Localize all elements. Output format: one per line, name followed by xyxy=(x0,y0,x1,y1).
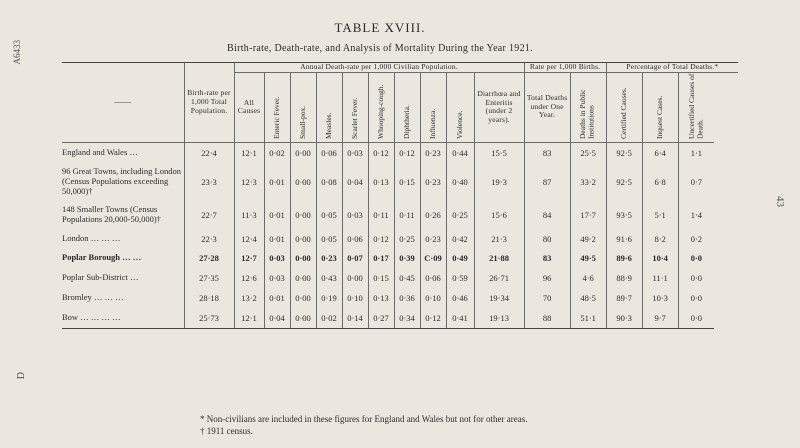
table-cell: 0·03 xyxy=(342,142,368,164)
diphtheria-header: Diphtheria. xyxy=(401,104,411,139)
table-cell: 0·15 xyxy=(368,268,394,288)
table-cell: 0·01 xyxy=(264,230,290,248)
table-cell: 15·6 xyxy=(474,200,524,230)
table-cell: 0·00 xyxy=(342,268,368,288)
table-cell: 23·3 xyxy=(184,164,234,200)
certified-header: Certified Causes. xyxy=(618,87,628,139)
table-cell: 0·0 xyxy=(678,288,714,308)
table-cell: 0·01 xyxy=(264,200,290,230)
row-label: England and Wales … xyxy=(62,147,138,158)
table-cell: 0·59 xyxy=(446,268,474,288)
table-cell: 0·17 xyxy=(368,248,394,268)
table-row xyxy=(62,142,738,164)
uncertified-header: Uncertified Causes of Death. xyxy=(686,73,705,139)
table-cell: 90·3 xyxy=(606,308,642,328)
table-cell: 12·6 xyxy=(234,268,264,288)
table-cell: 28·18 xyxy=(184,288,234,308)
table-cell: C·09 xyxy=(420,248,446,268)
table-cell: 0·0 xyxy=(678,308,714,328)
all-causes-header: All Causes xyxy=(234,72,264,142)
table-cell: 0·19 xyxy=(316,288,342,308)
table-cell: 0·05 xyxy=(316,200,342,230)
table-cell: 22·7 xyxy=(184,200,234,230)
table-cell: 0·23 xyxy=(420,230,446,248)
corner-header: —— xyxy=(62,63,184,143)
enteric-header: Enteric Fever. xyxy=(271,96,281,139)
table-cell: 51·1 xyxy=(570,308,606,328)
footnote-census: † 1911 census. xyxy=(200,426,253,436)
table-cell: 80 xyxy=(524,230,570,248)
table-cell: 19·13 xyxy=(474,308,524,328)
table-cell: 11·1 xyxy=(642,268,678,288)
table-cell: 21·3 xyxy=(474,230,524,248)
influenza-header: Influenza. xyxy=(427,108,437,139)
table-row xyxy=(62,230,738,248)
table-cell: 0·23 xyxy=(420,164,446,200)
table-row xyxy=(62,308,738,328)
table-cell: 89·6 xyxy=(606,248,642,268)
table-cell: 10·3 xyxy=(642,288,678,308)
percentage-header: Percentage of Total Deaths.* xyxy=(606,63,738,73)
table-cell: 0·15 xyxy=(394,164,420,200)
table-cell: 9·7 xyxy=(642,308,678,328)
table-cell: 91·6 xyxy=(606,230,642,248)
table-cell: 89·7 xyxy=(606,288,642,308)
table-cell: 0·41 xyxy=(446,308,474,328)
public-institutions-header: Deaths in Public Institutions xyxy=(578,89,597,139)
mortality-table xyxy=(62,62,738,329)
table-cell: 8·2 xyxy=(642,230,678,248)
table-row xyxy=(62,164,738,200)
table-cell: 0·2 xyxy=(678,230,714,248)
table-cell: 0·06 xyxy=(316,142,342,164)
table-cell: 0·42 xyxy=(446,230,474,248)
page-ref: A6433 xyxy=(12,40,22,65)
page-number: 43 xyxy=(774,196,786,207)
table-cell: 0·02 xyxy=(316,308,342,328)
table-cell: 0·40 xyxy=(446,164,474,200)
table-cell: 0·0 xyxy=(678,268,714,288)
table-cell: 0·39 xyxy=(394,248,420,268)
table-row xyxy=(62,268,738,288)
table-cell: 0·01 xyxy=(264,164,290,200)
whooping-header: Whooping-cough. xyxy=(375,84,385,139)
total-deaths-header: Total Deaths under One Year. xyxy=(524,72,570,142)
row-label: Bromley … … … xyxy=(62,292,124,303)
table-cell: 0·00 xyxy=(290,164,316,200)
table-cell: 21·88 xyxy=(474,248,524,268)
inquest-header: Inquest Cases. xyxy=(654,95,664,139)
table-cell: 19·34 xyxy=(474,288,524,308)
row-label: Poplar Sub-District … xyxy=(62,272,139,283)
table-cell: 22·3 xyxy=(184,230,234,248)
table-cell: 6·4 xyxy=(642,142,678,164)
table-cell: 11·3 xyxy=(234,200,264,230)
table-cell: 0·43 xyxy=(316,268,342,288)
table-cell: 92·5 xyxy=(606,142,642,164)
table-cell: 83 xyxy=(524,142,570,164)
table-cell: 0·25 xyxy=(446,200,474,230)
table-cell: 92·5 xyxy=(606,164,642,200)
table-cell: 96 xyxy=(524,268,570,288)
table-cell: 0·00 xyxy=(290,142,316,164)
table-cell: 13·2 xyxy=(234,288,264,308)
table-cell: 87 xyxy=(524,164,570,200)
table-cell: 0·13 xyxy=(368,164,394,200)
table-cell: 12·1 xyxy=(234,308,264,328)
table-cell: 0·23 xyxy=(420,142,446,164)
table-cell: 0·49 xyxy=(446,248,474,268)
table-cell: 0·45 xyxy=(394,268,420,288)
table-cell: 0·04 xyxy=(342,164,368,200)
table-cell: 0·0 xyxy=(678,248,714,268)
violence-header: Violence. xyxy=(454,110,464,139)
rate-per-births-header: Rate per 1,000 Births. xyxy=(524,63,606,73)
table-cell: 0·36 xyxy=(394,288,420,308)
table-cell: 0·25 xyxy=(394,230,420,248)
diarrhoea-header: Diarrhœa and Enteritis (under 2 years). xyxy=(474,72,524,142)
table-cell: 12·3 xyxy=(234,164,264,200)
table-cell: 0·46 xyxy=(446,288,474,308)
table-cell: 0·12 xyxy=(394,142,420,164)
table-cell: 0·11 xyxy=(394,200,420,230)
table-cell: 88·9 xyxy=(606,268,642,288)
table-cell: 0·02 xyxy=(264,142,290,164)
birth-rate-header: Birth-rate per 1,000 Total Population. xyxy=(184,63,234,143)
table-cell: 0·00 xyxy=(290,248,316,268)
table-cell: 49·5 xyxy=(570,248,606,268)
scarlet-header: Scarlet Fever. xyxy=(349,97,359,139)
table-cell: 10·4 xyxy=(642,248,678,268)
table-cell: 25·5 xyxy=(570,142,606,164)
table-cell: 0·14 xyxy=(342,308,368,328)
table-title: TABLE XVIII. xyxy=(334,20,426,35)
table-cell: 0·7 xyxy=(678,164,714,200)
table-cell: 0·03 xyxy=(264,248,290,268)
table-cell: 48·5 xyxy=(570,288,606,308)
table-cell: 15·5 xyxy=(474,142,524,164)
table-cell: 0·00 xyxy=(290,268,316,288)
table-cell: 0·12 xyxy=(368,230,394,248)
footnote-non-civilians: * Non-civilians are included in these figures for England and Wales but not for other areas. xyxy=(200,414,528,424)
table-cell: 5·1 xyxy=(642,200,678,230)
signature-mark: D xyxy=(16,372,27,380)
table-cell: 0·06 xyxy=(420,268,446,288)
table-cell: 12·1 xyxy=(234,142,264,164)
table-cell: 0·05 xyxy=(316,230,342,248)
table-cell: 6·8 xyxy=(642,164,678,200)
table-row xyxy=(62,288,738,308)
table-cell: 70 xyxy=(524,288,570,308)
table-cell: 0·11 xyxy=(368,200,394,230)
row-label: 96 Great Towns, including London (Census Populations exceeding 50,000)† xyxy=(62,166,181,196)
table-cell: 25·73 xyxy=(184,308,234,328)
table-cell: 27·35 xyxy=(184,268,234,288)
table-cell: 0·04 xyxy=(264,308,290,328)
table-cell: 0·27 xyxy=(368,308,394,328)
table-cell: 0·06 xyxy=(342,230,368,248)
table-cell: 0·12 xyxy=(368,142,394,164)
table-cell: 0·03 xyxy=(264,268,290,288)
table-cell: 84 xyxy=(524,200,570,230)
table-cell: 0·10 xyxy=(420,288,446,308)
table-cell: 0·00 xyxy=(290,288,316,308)
table-cell: 0·01 xyxy=(264,288,290,308)
table-cell: 0·13 xyxy=(368,288,394,308)
table-row xyxy=(62,248,738,268)
table-cell: 0·08 xyxy=(316,164,342,200)
table-cell: 0·12 xyxy=(420,308,446,328)
table-cell: 0·00 xyxy=(290,230,316,248)
table-cell: 19·3 xyxy=(474,164,524,200)
row-label: Poplar Borough … … xyxy=(62,252,142,263)
table-cell: 12·4 xyxy=(234,230,264,248)
table-cell: 83 xyxy=(524,248,570,268)
measles-header: Measles. xyxy=(323,112,333,139)
table-cell: 0·03 xyxy=(342,200,368,230)
table-cell: 0·07 xyxy=(342,248,368,268)
table-cell: 4·6 xyxy=(570,268,606,288)
table-cell: 0·26 xyxy=(420,200,446,230)
table-cell: 17·7 xyxy=(570,200,606,230)
row-label: 148 Smaller Towns (Census Populations 20,000-50,000)† xyxy=(62,204,161,225)
table-cell: 93·5 xyxy=(606,200,642,230)
table-row xyxy=(62,200,738,230)
table-cell: 0·00 xyxy=(290,308,316,328)
table-cell: 26·71 xyxy=(474,268,524,288)
smallpox-header: Small-pox. xyxy=(297,105,307,139)
row-label: Bow … … … … xyxy=(62,308,184,328)
table-cell: 22·4 xyxy=(184,142,234,164)
row-label: London … … … xyxy=(62,233,121,244)
table-cell: 27·28 xyxy=(184,248,234,268)
table-cell: 1·4 xyxy=(678,200,714,230)
table-cell: 1·1 xyxy=(678,142,714,164)
table-subtitle: Birth-rate, Death-rate, and Analysis of Mortality During the Year 1921. xyxy=(227,43,533,54)
table-cell: 33·2 xyxy=(570,164,606,200)
annual-death-rate-header: Annual Death-rate per 1,000 Civilian Population. xyxy=(234,63,524,73)
table-cell: 0·00 xyxy=(290,200,316,230)
table-cell: 0·34 xyxy=(394,308,420,328)
table-cell: 0·10 xyxy=(342,288,368,308)
table-cell: 0·44 xyxy=(446,142,474,164)
table-cell: 12·7 xyxy=(234,248,264,268)
table-cell: 0·23 xyxy=(316,248,342,268)
table-cell: 49·2 xyxy=(570,230,606,248)
table-cell: 88 xyxy=(524,308,570,328)
